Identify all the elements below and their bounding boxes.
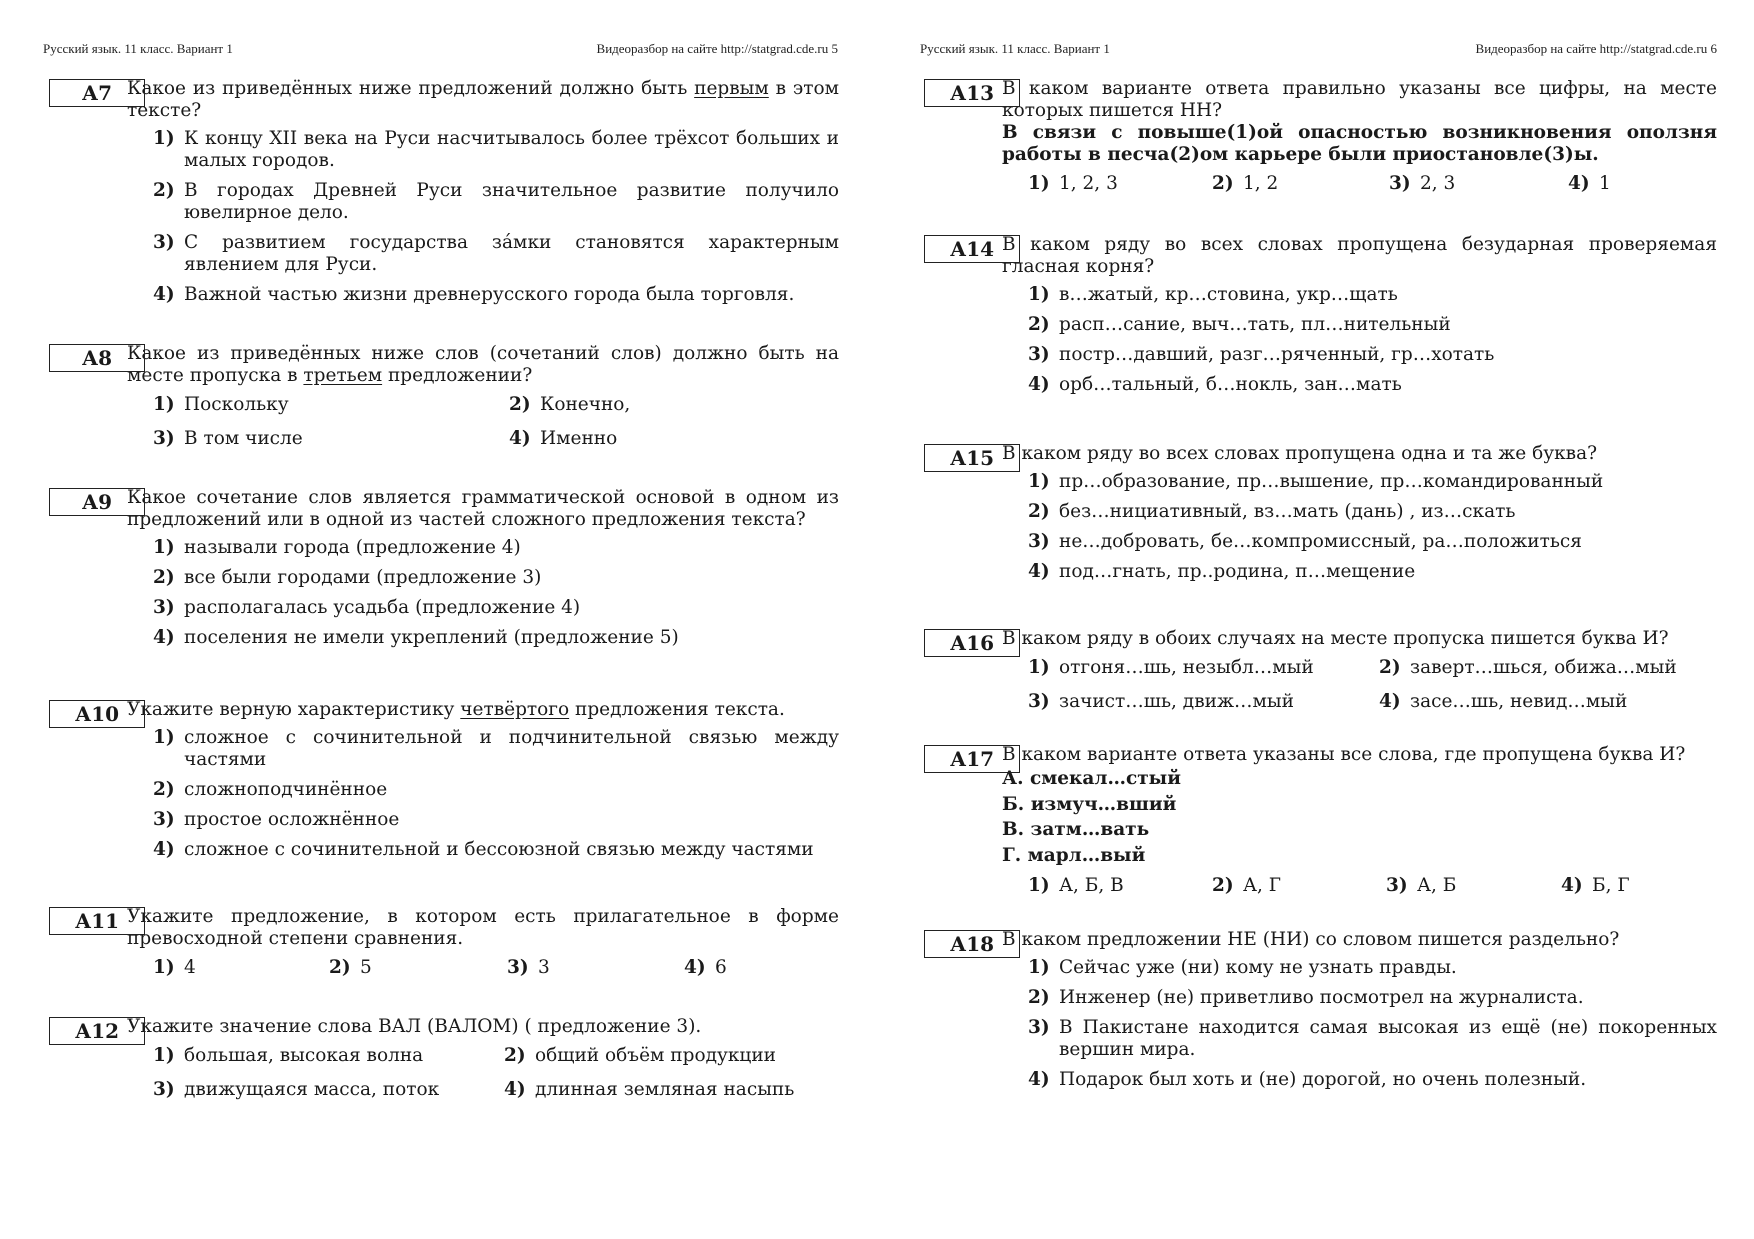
answer-option[interactable]: 3) А, Б [1386,875,1457,896]
answer-option[interactable]: 3) не…добровать, бе…компромиссный, ра…положиться [1028,531,1582,552]
task-a13 [924,78,1717,195]
answer-option[interactable]: 1) большая, высокая волна [153,1045,424,1066]
task-a7 [49,78,839,314]
answer-option[interactable]: 2) Инженер (не) приветливо посмотрел на журналиста. [1028,987,1584,1008]
task-stem: В каком варианте ответа правильно указаны все цифры, на месте которых пишется НН? [1002,78,1717,121]
word-item: В. затм…вать [1002,819,1150,840]
task-sentence: В связи с повыше(1)ой опасностью возникновения оползня работы в песча(2)ом карьере были приостановле(3)ы. [1002,122,1717,165]
task-a8 [49,343,839,450]
answer-option[interactable]: 1) называли города (предложение 4) [153,537,521,558]
task-stem: Укажите значение слова ВАЛ (ВАЛОМ) ( предложение 3). [127,1016,702,1037]
task-label: А16 [924,629,1020,657]
answer-options [1028,173,1717,195]
answer-option[interactable]: 4) Б, Г [1561,875,1630,896]
task-stem: В каком варианте ответа указаны все слова, где пропущена буква И? [1002,744,1686,765]
task-stem: В каком ряду во всех словах пропущена одна и та же буква? [1002,443,1598,464]
task-label: А15 [924,444,1020,472]
answer-option[interactable]: 2) Конечно, [509,394,631,415]
answer-option[interactable]: 1) Поскольку [153,394,289,415]
task-stem: Какое из приведённых ниже предложений должно быть первым в этом тексте? [127,78,839,121]
answer-option[interactable]: 3) В том числе [153,428,303,449]
answer-options [1028,284,1717,396]
answer-option[interactable]: 2) сложноподчинённое [153,779,388,800]
answer-option[interactable]: 3) зачист…шь, движ…мый [1028,691,1294,712]
answer-options [153,537,839,649]
answer-option[interactable]: 3) С развитием государства за́мки становятся характерным явлением для Руси. [153,232,839,275]
right-header-title: Русский язык. 11 класс. Вариант 1 [920,41,1110,56]
underlined-word: четвёртого [460,699,570,720]
answer-option[interactable]: 1) А, Б, В [1028,875,1124,896]
answer-option[interactable]: 2) все были городами (предложение 3) [153,567,542,588]
answer-option[interactable]: 1) отгоня…шь, незыбл…мый [1028,657,1314,678]
answer-option[interactable]: 1) 4 [153,957,196,978]
task-a16 [924,628,1717,713]
answer-option[interactable]: 4) орб…тальный, б…нокль, зан…мать [1028,374,1402,395]
task-label: А12 [49,1017,145,1045]
answer-option[interactable]: 1) в…жатый, кр…стовина, укр…щать [1028,284,1398,305]
word-item: Б. измуч…вший [1002,793,1177,815]
answer-option[interactable]: 3) движущаяся масса, поток [153,1079,440,1100]
underlined-word: первым [694,78,769,99]
answer-option[interactable]: 2) расп…сание, выч…тать, пл…нительный [1028,314,1451,335]
task-label: А10 [49,700,145,728]
answer-option[interactable]: 2) 5 [329,957,372,978]
answer-option[interactable]: 3) располагалась усадьба (предложение 4) [153,597,581,618]
task-label: А9 [49,488,145,516]
answer-options [1028,957,1717,1091]
answer-options [1028,657,1717,713]
task-stem: Какое сочетание слов является грамматической основой в одном из предложений или в одной из частей сложного предложения текста? [127,487,839,530]
answer-options [1028,875,1717,897]
answer-option[interactable]: 2) В городах Древней Руси значительное развитие получило ювелирное дело. [153,180,839,223]
answer-option[interactable]: 4) Подарок был хоть и (не) дорогой, но очень полезный. [1028,1069,1587,1090]
task-stem: Укажите предложение, в котором есть прилагательное в форме превосходной степени сравнения. [127,906,839,949]
task-a17 [924,744,1717,897]
answer-options [153,727,839,861]
answer-option[interactable]: 1) Сейчас уже (ни) кому не узнать правды. [1028,957,1457,978]
underlined-word: третьем [303,365,383,386]
task-label: А17 [924,745,1020,773]
task-a11 [49,906,839,979]
answer-option[interactable]: 4) Именно [509,428,618,449]
task-label: А14 [924,235,1020,263]
word-item: Г. марл…вый [1002,844,1146,866]
answer-option[interactable]: 3) 3 [507,957,550,978]
answer-option[interactable]: 4) Важной частью жизни древнерусского города была торговля. [153,284,795,305]
answer-option[interactable]: 4) засе…шь, невид…мый [1379,691,1628,712]
word-list [1002,766,1717,868]
task-a12 [49,1016,839,1101]
left-header-title: Русский язык. 11 класс. Вариант 1 [43,41,233,56]
task-stem: В каком предложении НЕ (НИ) со словом пишется раздельно? [1002,929,1620,950]
task-a14 [924,234,1717,404]
answer-option[interactable]: 2) заверт…шься, обижа…мый [1379,657,1677,678]
task-label: А8 [49,344,145,372]
right-page [877,0,1754,1239]
answer-option[interactable]: 4) под…гнать, пр..родина, п…мещение [1028,561,1416,582]
answer-option[interactable]: 1) К концу XII века на Руси насчитывалось более трёхсот больших и малых городов. [153,128,839,171]
task-a10 [49,699,839,869]
answer-option[interactable]: 2) А, Г [1212,875,1282,896]
answer-options [153,394,839,450]
answer-option[interactable]: 1) пр…образование, пр…вышение, пр…командированный [1028,471,1604,492]
task-stem: В каком ряду в обоих случаях на месте пропуска пишется буква И? [1002,628,1669,649]
answer-option[interactable]: 4) поселения не имели укреплений (предложение 5) [153,627,679,648]
answer-option[interactable]: 4) 6 [684,957,727,978]
answer-options [153,128,839,306]
answer-option[interactable]: 2) общий объём продукции [504,1045,776,1066]
answer-option[interactable]: 4) длинная земляная насыпь [504,1079,795,1100]
task-label: А11 [49,907,145,935]
answer-option[interactable]: 3) постр…давший, разг…ряченный, гр…хотать [1028,344,1495,365]
answer-option[interactable]: 1) сложное с сочинительной и подчинительной связью между частями [153,727,839,770]
task-stem: Какое из приведённых ниже слов (сочетаний слов) должно быть на месте пропуска в третьем предложении? [127,343,839,386]
answer-option[interactable]: 2) 1, 2 [1212,173,1279,194]
answer-option[interactable]: 3) простое осложнённое [153,809,400,830]
answer-option[interactable]: 3) В Пакистане находится самая высокая из ещё (не) покоренных вершин мира. [1028,1017,1717,1060]
answer-options [1028,471,1717,583]
task-label: А18 [924,930,1020,958]
task-a18 [924,929,1717,1099]
task-label: А13 [924,79,1020,107]
word-item: А. смекал…стый [1002,768,1181,789]
answer-options [153,957,839,979]
task-label: А7 [49,79,145,107]
answer-option[interactable]: 4) сложное с сочинительной и бессоюзной связью между частями [153,839,814,860]
task-stem: В каком ряду во всех словах пропущена безударная проверяемая гласная корня? [1002,234,1717,277]
right-header-link: Видеоразбор на сайте http://statgrad.cde.ru 6 [1475,41,1717,56]
answer-option[interactable]: 4) 1 [1568,173,1611,194]
left-header-link: Видеоразбор на сайте http://statgrad.cde.ru 5 [596,41,838,56]
answer-option[interactable]: 3) 2, 3 [1389,173,1456,194]
answer-option[interactable]: 1) 1, 2, 3 [1028,173,1118,194]
answer-options [153,1045,839,1101]
task-stem: Укажите верную характеристику четвёртого предложения текста. [127,699,785,720]
task-a9 [49,487,839,657]
task-a15 [924,443,1717,591]
answer-option[interactable]: 2) без…нициативный, вз…мать (дань) , из…скать [1028,501,1516,522]
